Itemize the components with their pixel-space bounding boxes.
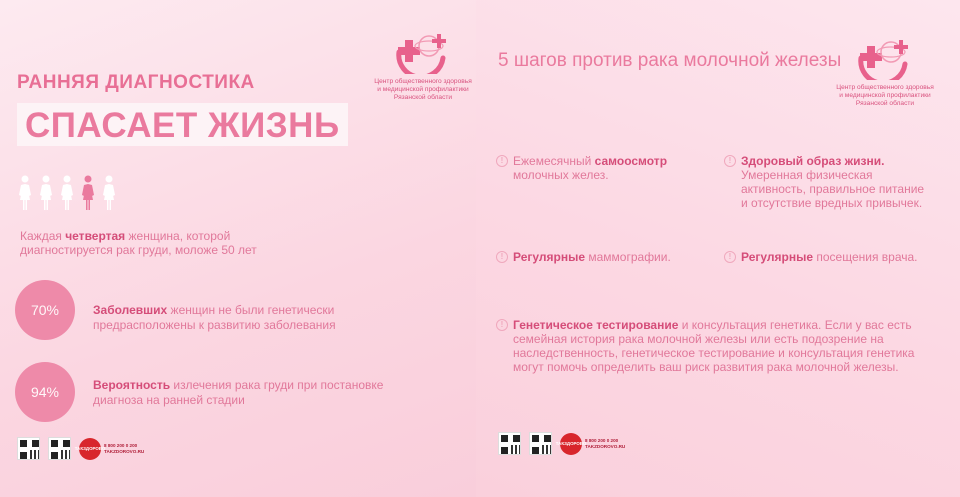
qr-code-icon[interactable] xyxy=(17,437,40,460)
hotline-logo: ТАКЗДОРОВО xyxy=(79,438,101,460)
step-5-bold: Генетическое тестирование xyxy=(513,318,679,332)
step-genetic-testing xyxy=(496,318,936,374)
step-mammography xyxy=(496,250,706,264)
logo-text-line1: Центр общественного здоровья xyxy=(374,78,472,85)
step-1-bold: самоосмотр xyxy=(594,154,668,168)
qr-code-icon[interactable] xyxy=(529,432,552,455)
stat-94-bold: Вероятность xyxy=(93,378,171,392)
qr-code-icon[interactable] xyxy=(498,432,521,455)
stat-text-94 xyxy=(93,378,393,408)
step-4-bold: Регулярные xyxy=(741,250,814,264)
step-1-post: молочных желез. xyxy=(513,168,609,182)
logo-text-line2: и медицинской профилактики xyxy=(377,86,469,93)
logo-text-line1: Центр общественного здоровья xyxy=(836,84,934,91)
step-1-pre: Ежемесячный xyxy=(513,154,595,168)
logo-text-line3: Рязанской области xyxy=(855,100,915,107)
left-poster xyxy=(0,0,476,497)
stat-intro-pre: Каждая xyxy=(20,229,66,243)
stat-94-text: излечения рака груди при постановке диагноза на ранней стадии xyxy=(93,378,384,407)
organization-logo xyxy=(830,38,940,108)
hotline-site: TAKZDOROVO.RU xyxy=(104,448,145,454)
hotline-site: TAKZDOROVO.RU xyxy=(585,443,626,449)
step-2-post: Умеренная физическая активность, правильное питание и отсутствие вредных привычек. xyxy=(741,168,925,210)
woman-outline-icon xyxy=(101,175,117,211)
stat-intro-text xyxy=(20,229,320,257)
headline-early-diagnosis: РАННЯЯ ДИАГНОСТИКА xyxy=(17,72,255,93)
step-doctor-visits xyxy=(724,250,954,264)
step-self-exam xyxy=(496,154,686,182)
stat-70-text: женщин не были генетически предрасположены к развитию заболевания xyxy=(93,303,336,332)
medical-cross-logo-icon xyxy=(395,32,451,74)
hotline-logo: ТАКЗДОРОВО xyxy=(560,433,582,455)
stat-text-70 xyxy=(93,303,393,333)
info-icon: ! xyxy=(496,251,508,263)
info-icon: ! xyxy=(496,319,508,331)
woman-outline-icon xyxy=(17,175,33,211)
logo-text-line3: Рязанской области xyxy=(393,94,453,101)
info-icon: ! xyxy=(724,155,736,167)
stat-70-bold: Заболевших xyxy=(93,303,168,317)
stat-circle-70: 70% xyxy=(15,280,75,340)
organization-logo xyxy=(368,32,476,102)
stat-intro-bold: четвертая xyxy=(65,229,126,243)
info-icon: ! xyxy=(496,155,508,167)
step-healthy-lifestyle xyxy=(724,154,934,210)
qr-code-icon[interactable] xyxy=(48,437,71,460)
step-3-bold: Регулярные xyxy=(513,250,586,264)
hotline-phone: 8 800 200 0 200 xyxy=(585,437,619,443)
women-icons-row xyxy=(17,175,117,211)
stat-circle-94: 94% xyxy=(15,362,75,422)
logo-text-line2: и медицинской профилактики xyxy=(839,92,931,99)
stat-intro-post: женщина, которой диагностируется рак груди, моложе 50 лет xyxy=(20,229,257,257)
step-4-post: посещения врача. xyxy=(813,250,918,264)
info-icon: ! xyxy=(724,251,736,263)
woman-outline-icon xyxy=(59,175,75,211)
woman-highlighted-icon xyxy=(80,175,96,211)
headline-saves-lives: СПАСАЕТ ЖИЗНЬ xyxy=(17,103,348,146)
footer-right xyxy=(498,432,625,455)
woman-outline-icon xyxy=(38,175,54,211)
footer-left xyxy=(17,437,144,460)
step-2-bold: Здоровый образ жизни. xyxy=(741,154,885,168)
hotline-phone: 8 800 200 0 200 xyxy=(104,442,138,448)
steps-title: 5 шагов против рака молочной железы xyxy=(498,50,842,71)
medical-cross-logo-icon xyxy=(857,38,913,80)
hotline-badge xyxy=(74,438,145,460)
step-5-post: и консультация генетика. Если у вас есть семейная история рака молочной железы или есть подозрение на наследственность, генетическое тестирование и консультация генетика могут помочь определить ваш риск развития рака молочной железы. xyxy=(513,318,915,374)
hotline-badge xyxy=(555,433,626,455)
step-3-post: маммографии. xyxy=(585,250,671,264)
right-poster xyxy=(476,0,960,497)
